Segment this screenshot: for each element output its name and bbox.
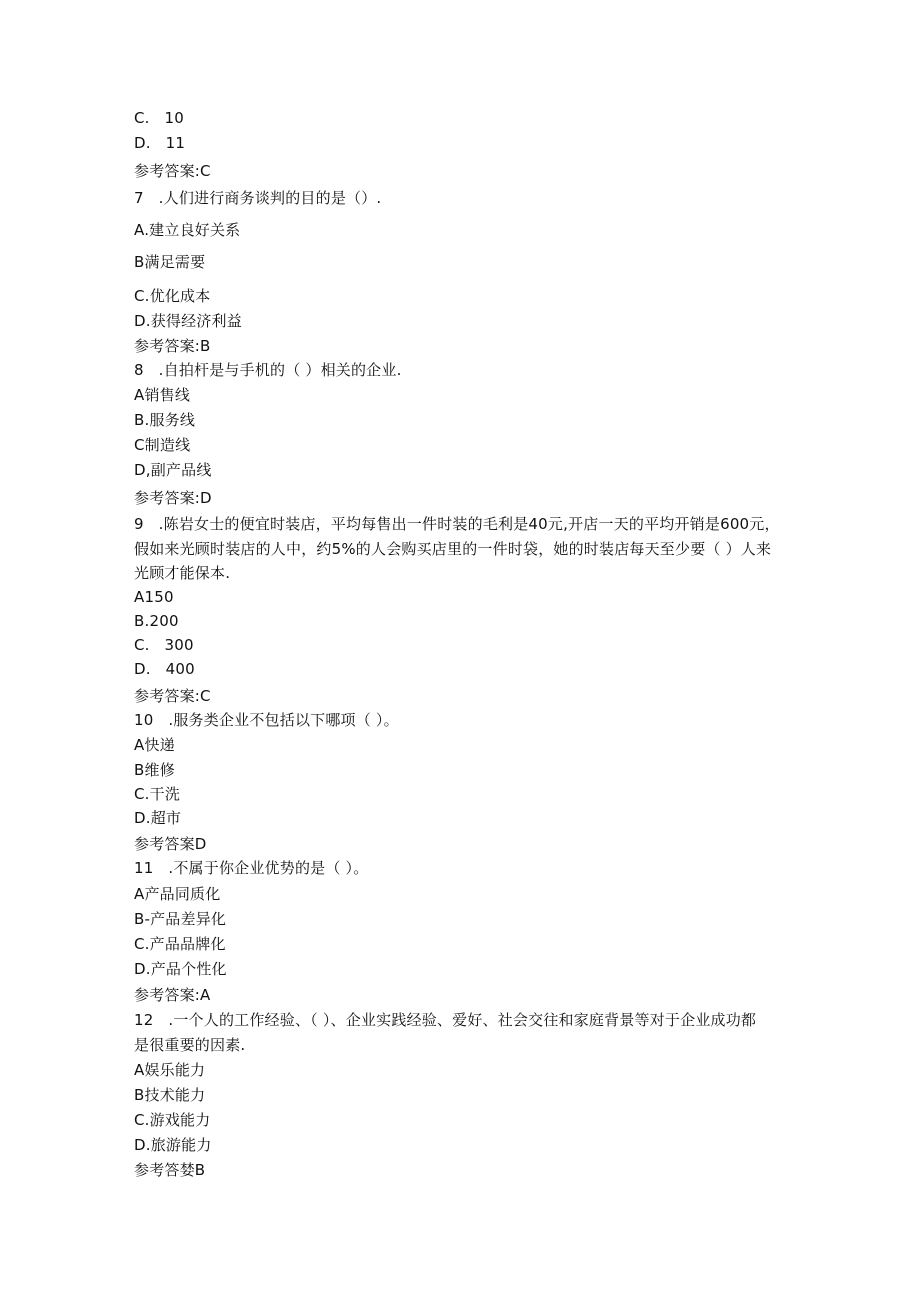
option-d-q12: D.旅游能力 [134, 1136, 212, 1154]
question-12-line-2: 是很重要的因素. [134, 1036, 246, 1054]
option-a-q10: A快递 [134, 736, 175, 754]
question-12-line-1: 12 .一个人的工作经验、（ ）、企业实践经验、爱好、社会交往和家庭背景等对于企业成功都 [134, 1011, 757, 1029]
answer-q8: 参考答案:D [134, 489, 212, 507]
option-a-q7: A.建立良好关系 [134, 221, 241, 239]
option-c-q8: C制造线 [134, 436, 191, 454]
option-d-q11: D.产品个性化 [134, 960, 227, 978]
option-d-q8: D,副产品线 [134, 461, 212, 479]
option-c-q7: C.优化成本 [134, 287, 211, 305]
question-9-line-3: 光顾才能保本. [134, 564, 231, 582]
question-11: 11 .不属于你企业优势的是（ ）。 [134, 859, 369, 877]
option-d-q9: D. 400 [134, 660, 195, 678]
option-d-q10: D.超市 [134, 809, 182, 827]
option-d-q7: D.获得经济利益 [134, 312, 242, 330]
option-d-q6: D. 11 [134, 134, 186, 152]
answer-q7: 参考答案:B [134, 337, 211, 355]
answer-q9: 参考答案:C [134, 687, 211, 705]
option-a-q11: A产品同质化 [134, 885, 221, 903]
question-10: 10 .服务类企业不包括以下哪项（ ）。 [134, 711, 399, 729]
option-c-q9: C. 300 [134, 636, 194, 654]
option-b-q10: B维修 [134, 761, 175, 779]
option-a-q8: A销售线 [134, 386, 191, 404]
option-b-q12: B技术能力 [134, 1086, 206, 1104]
answer-q10: 参考答案D [134, 835, 207, 853]
answer-q6: 参考答案:C [134, 162, 211, 180]
question-7: 7 .人们进行商务谈判的目的是（）. [134, 189, 382, 207]
option-c-q12: C.游戏能力 [134, 1111, 211, 1129]
option-c-q10: C.干洗 [134, 785, 181, 803]
question-9-line-2: 假如来光顾时装店的人中，约5%的人会购买店里的一件时袋，她的时装店每天至少要（ ）人来 [134, 540, 772, 558]
answer-q12: 参考答婪B [134, 1161, 206, 1179]
option-b-q8: B.服务线 [134, 411, 196, 429]
option-a-q9: A150 [134, 588, 174, 606]
option-b-q11: B-产品差异化 [134, 910, 227, 928]
option-c-q6: C. 10 [134, 109, 185, 127]
option-a-q12: A娱乐能力 [134, 1061, 206, 1079]
answer-q11: 参考答案:A [134, 986, 211, 1004]
option-b-q9: B.200 [134, 612, 179, 630]
option-c-q11: C.产品品牌化 [134, 935, 226, 953]
question-9-line-1: 9 .陈岩女士的便宜时装店，平均每售出一件时装的毛利是40元,开店一天的平均开销是600元， [134, 515, 780, 533]
question-8: 8 .自拍杆是与手机的（ ）相关的企业. [134, 361, 402, 379]
option-b-q7: B满足需要 [134, 253, 206, 271]
